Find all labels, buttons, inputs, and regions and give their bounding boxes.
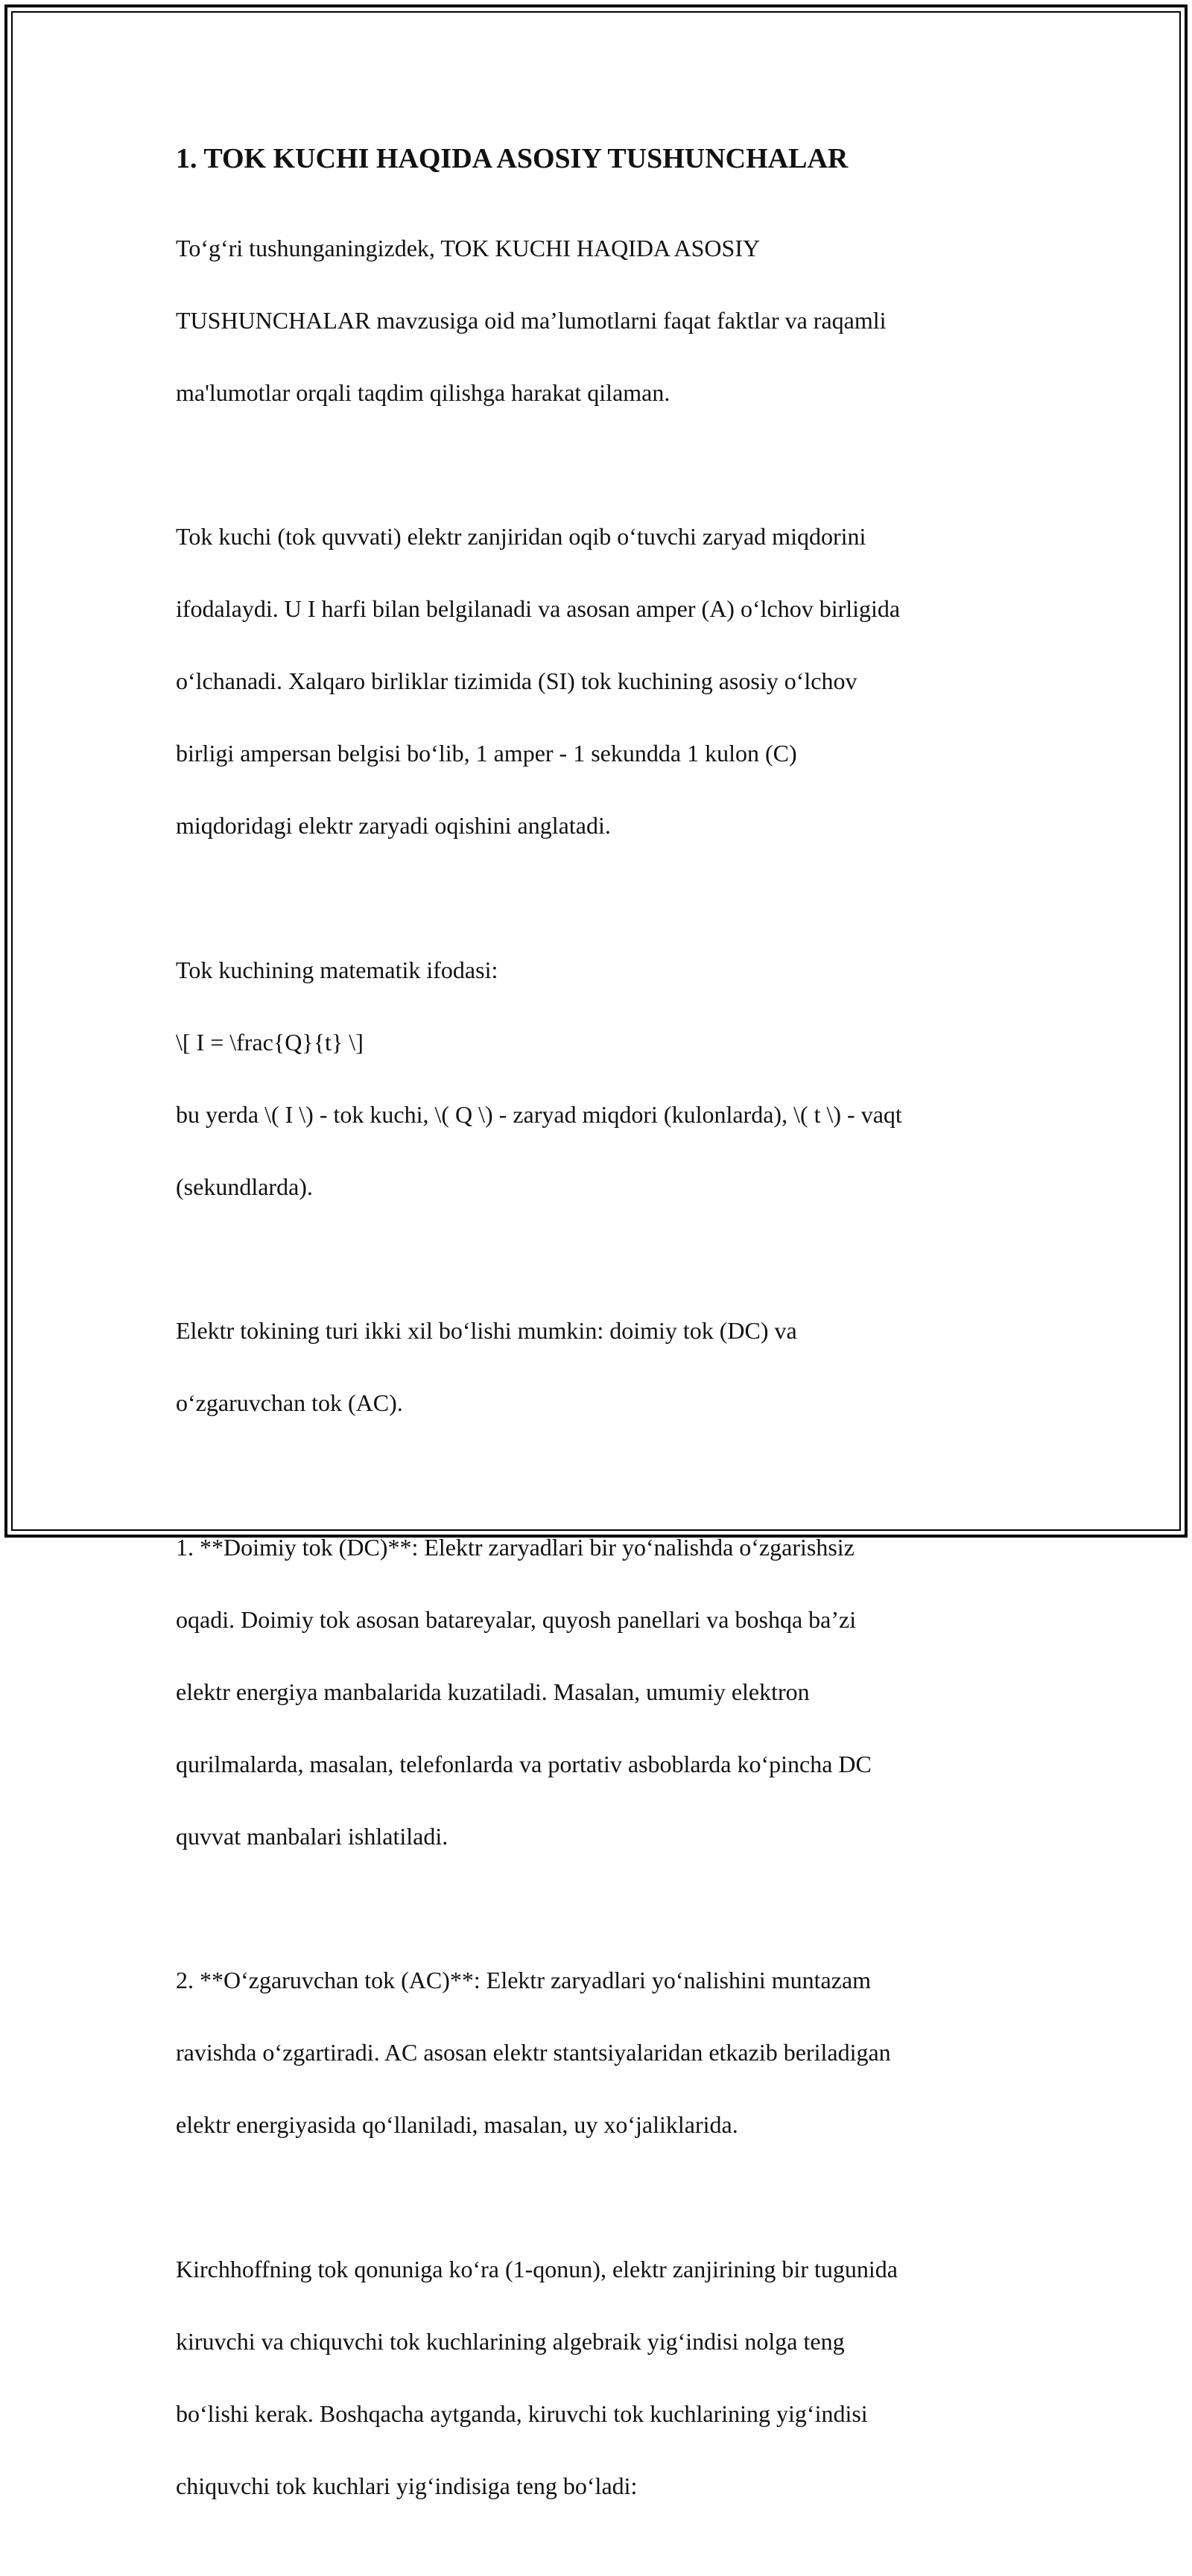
text-line: miqdoridagi elektr zaryadi oqishini anglatadi.: [176, 812, 611, 839]
text-line: o‘zgaruvchan tok (AC).: [176, 1389, 403, 1416]
text-line: 1. **Doimiy tok (DC)**: Elektr zaryadlari bir yo‘nalishda o‘zgarishsiz: [176, 1533, 855, 1561]
text-line: ravishda o‘zgartiradi. AC asosan elektr stantsiyalaridan etkazib beriladigan: [176, 2039, 891, 2066]
text-line: 2. **O‘zgaruvchan tok (AC)**: Elektr zaryadlari yo‘nalishini muntazam: [176, 1967, 872, 1993]
paragraph-ac: [176, 1926, 1018, 2180]
document-body: [176, 139, 1018, 2576]
paragraph-dc: [176, 1493, 1018, 1891]
text-line: oqadi. Doimiy tok asosan batareyalar, quyosh panellari va boshqa ba’zi: [176, 1605, 857, 1633]
text-line: TUSHUNCHALAR mavzusiga oid ma’lumotlarni faqat faktlar va raqamli: [176, 306, 887, 334]
paragraph-current-types: [176, 1277, 1018, 1458]
text-line: o‘lchanadi. Xalqaro birliklar tizimida (SI) tok kuchining asosiy o‘lchov: [176, 667, 857, 694]
paragraph-kirchhoff: [176, 2215, 1018, 2540]
text-line: ma'lumotlar orqali taqdim qilishga harakat qilaman.: [176, 378, 670, 406]
text-line: elektr energiya manbalarida kuzatiladi. Masalan, umumiy elektron: [176, 1678, 810, 1705]
section-heading: 1. TOK KUCHI HAQIDA ASOSIY TUSHUNCHALAR: [176, 143, 849, 174]
text-line: Elektr tokining turi ikki xil bo‘lishi mumkin: doimiy tok (DC) va: [176, 1317, 797, 1344]
text-line: bo‘lishi kerak. Boshqacha aytganda, kiruvchi tok kuchlarining yig‘indisi: [176, 2399, 868, 2427]
text-line: birligi ampersan belgisi bo‘lib, 1 amper - 1 sekundda 1 kulon (C): [176, 740, 797, 767]
paragraph-formula: [176, 916, 1018, 1241]
text-line: Tok kuchi (tok quvvati) elektr zanjiridan oqib o‘tuvchi zaryad miqdorini: [176, 523, 866, 550]
text-line: bu yerda \( I \) - tok kuchi, \( Q \) - zaryad miqdori (kulonlarda), \( t \) - vaqt: [176, 1100, 902, 1128]
paragraph-definition: [176, 483, 1018, 881]
text-line: Kirchhoffning tok qonuniga ko‘ra (1-qonun), elektr zanjirining bir tugunida: [176, 2255, 898, 2282]
text-line: qurilmalarda, masalan, telefonlarda va portativ asboblarda ko‘pincha DC: [176, 1750, 872, 1777]
paragraph-intro: [176, 194, 1018, 447]
text-line: To‘g‘ri tushunganingizdek, TOK KUCHI HAQIDA ASOSIY: [176, 234, 761, 261]
text-line: (sekundlarda).: [176, 1173, 313, 1200]
text-line: Tok kuchining matematik ifodasi:: [176, 956, 498, 983]
text-line: ifodalaydi. U I harfi bilan belgilanadi va asosan amper (A) o‘lchov birligida: [176, 595, 901, 622]
text-line: kiruvchi va chiquvchi tok kuchlarining algebraik yig‘indisi nolga teng: [176, 2327, 845, 2355]
text-line: chiquvchi tok kuchlari yig‘indisiga teng bo‘ladi:: [176, 2472, 638, 2499]
text-line: quvvat manbalari ishlatiladi.: [176, 1822, 448, 1850]
text-line: elektr energiyasida qo‘llaniladi, masalan, uy xo‘jaliklarida.: [176, 2111, 738, 2138]
formula-line: \[ I = \frac{Q}{t} \]: [176, 1028, 364, 1056]
